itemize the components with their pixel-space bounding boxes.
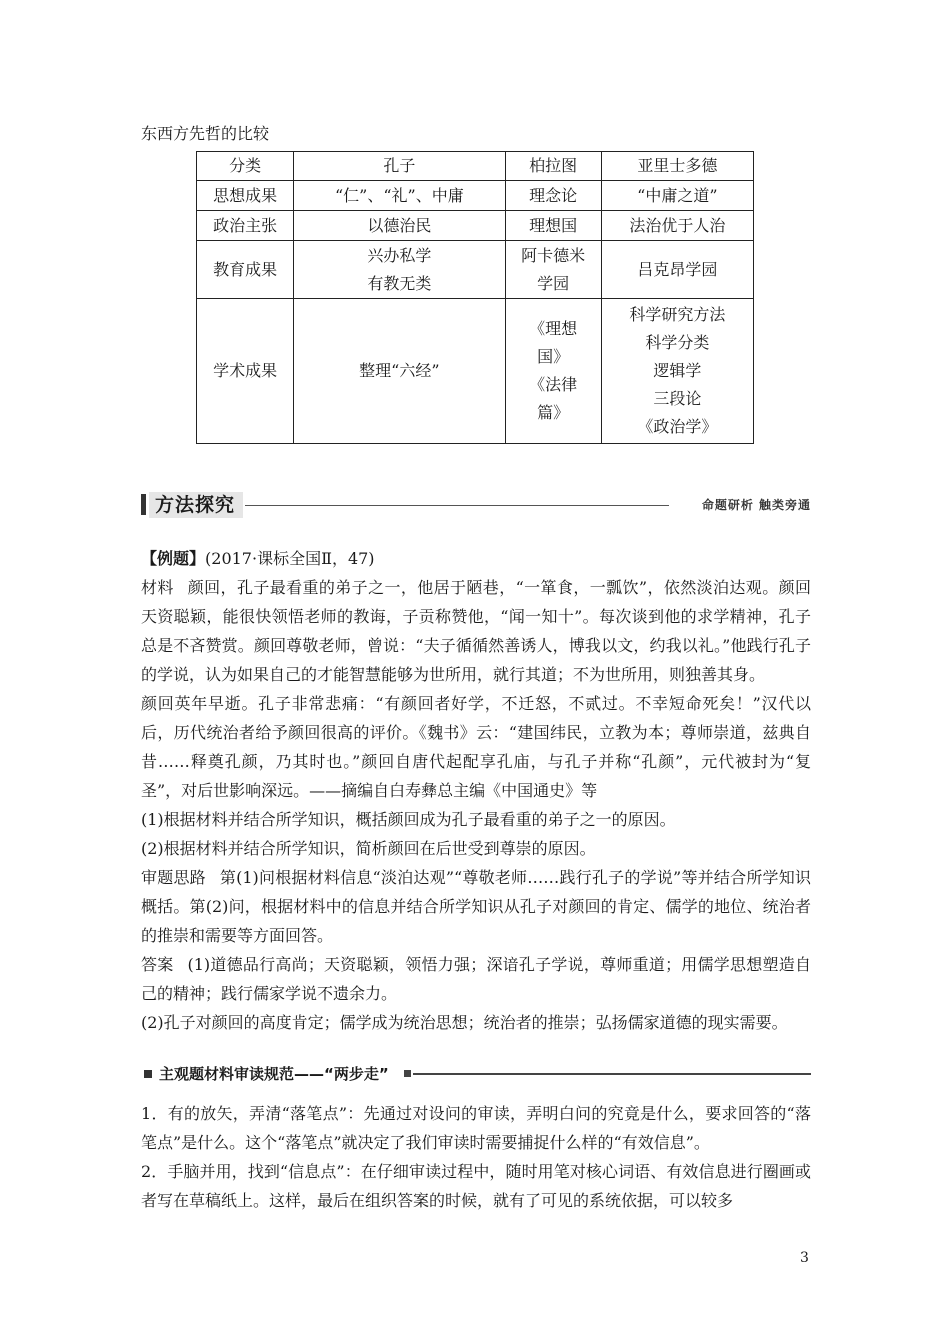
table-row: [197, 241, 754, 299]
cell-aristotle: [601, 211, 753, 241]
header-category: 分类: [197, 152, 294, 181]
answer-label: 答案: [141, 955, 174, 974]
cell-line: 吕克昂学园: [637, 259, 718, 279]
cell-plato: [505, 241, 601, 299]
cell-line: 兴办私学: [367, 245, 432, 265]
cell-line: 国》: [537, 347, 570, 366]
material-text-1: 颜回，孔子最看重的弟子之一，他居于陋巷，“一箪食，一瓢饮”，依然淡泊达观。颜回天资聪颖，能很快领悟老师的教诲，子贡称赞他，“闻一知十”。每次谈到他的求学精神，孔子总是不吝赞赏。颜回尊敬老师，曾说：“夫子循循然善诱人，博我以文，约我以礼。”他践行孔子的学说，认为如果自己的才能智慧能够为世所用，就行其道；不为世所用，则独善其身。: [141, 578, 811, 684]
material-paragraph-1: [141, 573, 811, 689]
cell-line: 理想国: [529, 215, 578, 235]
section-header: [141, 489, 811, 519]
cell-line: “中庸之道”: [637, 185, 718, 205]
answer-text-1: (1)道德品行高尚；天资聪颖，领悟力强；深谙孔子学说，尊师重道；用儒学思想塑造自己的精神；践行儒家学说不遗余力。: [141, 955, 811, 1003]
answer-paragraph-1: [141, 950, 811, 1008]
page-number: 3: [800, 1250, 809, 1266]
cell-aristotle: [601, 241, 753, 299]
cell-kongzi: [294, 299, 505, 444]
subsection-square-icon: [144, 1070, 152, 1078]
cell-line: 阿卡德米: [521, 245, 586, 265]
cell-line: 有教无类: [367, 273, 432, 293]
cell-line: 以德治民: [367, 215, 432, 235]
header-aristotle: 亚里士多德: [601, 152, 753, 181]
header-plato: 柏拉图: [505, 152, 601, 181]
cell-line: 篇》: [537, 403, 570, 422]
row-label: 政治主张: [197, 211, 294, 241]
analysis-paragraph: [141, 863, 811, 950]
cell-plato: [505, 211, 601, 241]
cell-line: 逻辑学: [653, 361, 702, 380]
cell-line: 法治优于人治: [629, 215, 726, 235]
cell-line: 科学研究方法: [629, 305, 726, 324]
table-header-row: [197, 152, 754, 181]
cell-line: 《政治学》: [637, 417, 718, 436]
analysis-text: 第(1)问根据材料信息“淡泊达观”“尊敬老师……践行孔子的学说”等并结合所学知识概括。第(2)问，根据材料中的信息并结合所学知识从孔子对颜回的肯定、儒学的地位、统治者的推崇和需要等方面回答。: [141, 868, 811, 945]
comparison-table: [196, 151, 754, 444]
cell-kongzi: [294, 181, 505, 211]
step-1: 1．有的放矢，弄清“落笔点”：先通过对设问的审读，弄明白问的究竟是什么，要求回答的“落笔点”是什么。这个“落笔点”就决定了我们审读时需要捕捉什么样的“有效信息”。: [141, 1104, 811, 1152]
row-label: 教育成果: [197, 241, 294, 299]
cell-line: 整理“六经”: [359, 361, 440, 380]
cell-line: 《理想: [529, 319, 578, 338]
example-block: [141, 544, 811, 1037]
answer-paragraph-2: (2)孔子对颜回的高度肯定；儒学成为统治思想；统治者的推崇；弘扬儒家道德的现实需要。: [141, 1013, 788, 1032]
example-label: 【例题】: [141, 549, 206, 568]
row-label: 学术成果: [197, 299, 294, 444]
cell-line: 三段论: [653, 389, 702, 408]
subsection-rule: [413, 1073, 811, 1075]
cell-line: 《法律: [529, 375, 578, 394]
example-heading: [141, 544, 811, 573]
cell-line: 学园: [537, 273, 570, 293]
subsection-rule-square-icon: [404, 1070, 411, 1077]
material-label: 材料: [141, 578, 174, 597]
section-tagline: 命题研析 触类旁通: [701, 498, 811, 512]
example-source: (2017·课标全国Ⅱ，47): [205, 549, 375, 568]
material-paragraph-2: 颜回英年早逝。孔子非常悲痛：“有颜回者好学，不迁怒，不贰过。不幸短命死矣！”汉代以后，历代统治者给予颜回很高的评价。《魏书》云：“建国纬民，立教为本；尊师崇道，兹典自昔……释奠孔颜，乃其时也。”颜回自唐代起配享孔庙，与孔子并称“孔颜”，元代被封为“复圣”，对后世影响深远。——摘编自白寿彝总主编《中国通史》等: [141, 694, 811, 800]
cell-aristotle: [601, 181, 753, 211]
section-bar: [141, 494, 146, 515]
cell-plato: [505, 181, 601, 211]
cell-kongzi: [294, 211, 505, 241]
section-rule: [245, 505, 669, 506]
subsection-header: [141, 1063, 811, 1085]
question-1: (1)根据材料并结合所学知识，概括颜回成为孔子最看重的弟子之一的原因。: [141, 810, 676, 829]
table-row: [197, 211, 754, 241]
cell-plato: [505, 299, 601, 444]
table-caption: 东西方先哲的比较: [141, 124, 270, 143]
section-title: 方法探究: [149, 492, 243, 518]
cell-line: “仁”、“礼”、中庸: [334, 185, 464, 205]
analysis-label: 审题思路: [141, 868, 206, 887]
cell-line: 理念论: [529, 185, 578, 205]
cell-kongzi: [294, 241, 505, 299]
subsection-title: 主观题材料审读规范——“两步走”: [159, 1065, 389, 1083]
steps-block: [141, 1099, 811, 1215]
header-kongzi: 孔子: [294, 152, 505, 181]
table-row: [197, 181, 754, 211]
row-label: 思想成果: [197, 181, 294, 211]
step-2: 2．手脑并用，找到“信息点”：在仔细审读过程中，随时用笔对核心词语、有效信息进行圈画或者写在草稿纸上。这样，最后在组织答案的时候，就有了可见的系统依据，可以较多: [141, 1162, 811, 1210]
cell-line: 科学分类: [645, 333, 710, 352]
question-2: (2)根据材料并结合所学知识，简析颜回在后世受到尊崇的原因。: [141, 839, 596, 858]
table-row: [197, 299, 754, 444]
cell-aristotle: [601, 299, 753, 444]
